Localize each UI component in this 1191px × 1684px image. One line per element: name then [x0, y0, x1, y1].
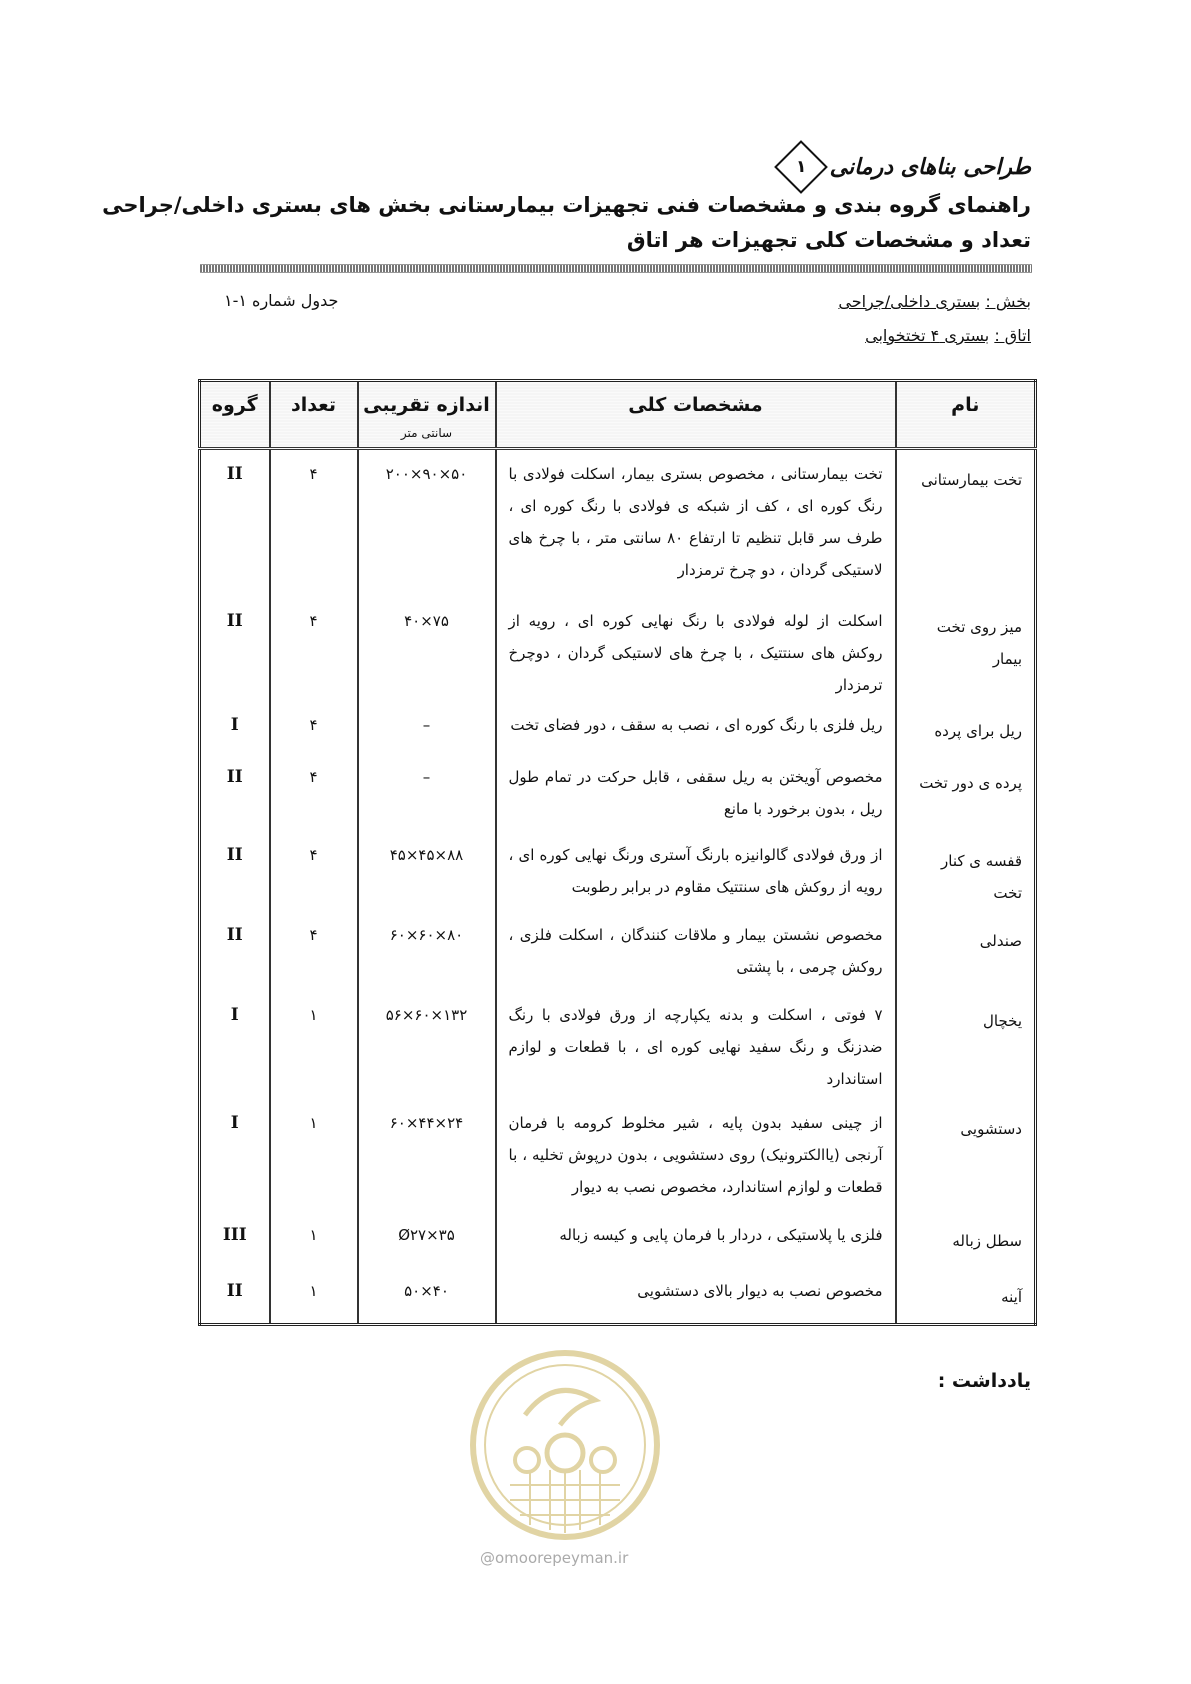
table-row [200, 449, 1036, 597]
room-line [865, 326, 1031, 345]
item-qty: ۴ [270, 449, 358, 597]
watermark-url: @omoorepeyman.ir [480, 1549, 629, 1567]
item-group: II [200, 449, 270, 597]
item-size: ۵۰×۴۰ [358, 1267, 496, 1325]
watermark-logo [465, 1345, 665, 1545]
notes-label: یادداشت : [937, 1370, 1031, 1392]
item-group: III [200, 1211, 270, 1267]
item-name: سطل زباله [896, 1211, 1036, 1267]
item-qty: ۴ [270, 831, 358, 911]
page-subtitle: تعداد و مشخصات کلی تجهیزات هر اتاق [626, 228, 1031, 252]
item-group: II [200, 597, 270, 701]
item-size: ۵۶×۶۰×۱۳۲ [358, 991, 496, 1099]
item-name: تخت بیمارستانی [896, 449, 1036, 597]
item-specs: مخصوص نصب به دیوار بالای دستشویی [496, 1267, 896, 1325]
item-group: I [200, 1099, 270, 1211]
header-group: گروه [200, 381, 270, 449]
item-name: ریل برای پرده [896, 701, 1036, 753]
item-size: ۴۰×۷۵ [358, 597, 496, 701]
item-name: صندلی [896, 911, 1036, 991]
series-title [782, 148, 1031, 186]
room-label: اتاق : [994, 326, 1031, 345]
item-specs: مخصوص نشستن بیمار و ملاقات کنندگان ، اسکلت فلزی ، روکش چرمی ، با پشتی [496, 911, 896, 991]
header-name: نام [896, 381, 1036, 449]
item-specs: اسکلت از لوله فولادی با رنگ نهایی کوره ای ، رویه از روکش های سنتتیک ، با چرخ های لاستیکی گردان ، دوچرخ ترمزدار [496, 597, 896, 701]
series-title-text: طراحی بناهای درمانی [829, 154, 1031, 180]
table-row [200, 597, 1036, 701]
table-row [200, 911, 1036, 991]
equipment-table-wrapper [198, 379, 1034, 1349]
item-qty: ۱ [270, 991, 358, 1099]
item-group: I [200, 701, 270, 753]
table-row [200, 831, 1036, 911]
header-size-label: اندازه تقریبی [363, 394, 490, 416]
item-name: یخچال [896, 991, 1036, 1099]
item-specs: تخت بیمارستانی ، مخصوص بستری بیمار، اسکلت فولادی با رنگ کوره ای ، کف از شبکه ی فولادی با رنگ کوره ای ، طرف سر قابل تنظیم تا ارتفاع ۸۰ سانتی متر ، با چرخ های لاستیکی گردان ، دو چرخ ترمزدار [496, 449, 896, 597]
item-size: – [358, 701, 496, 753]
item-specs: از چینی سفید بدون پایه ، شیر مخلوط کرومه با فرمان آرنجی (یاالکترونیک) روی دستشویی ، بدون درپوش تخلیه ، با قطعات و لوازم استاندارد، مخصوص نصب به دیوار [496, 1099, 896, 1211]
item-qty: ۴ [270, 701, 358, 753]
section-line [838, 292, 1031, 311]
table-row [200, 1211, 1036, 1267]
header-qty: تعداد [270, 381, 358, 449]
item-qty: ۴ [270, 597, 358, 701]
item-name: آینه [896, 1267, 1036, 1325]
item-specs: فلزی یا پلاستیکی ، دردار با فرمان پایی و کیسه زباله [496, 1211, 896, 1267]
item-specs: از ورق فولادی گالوانیزه بارنگ آستری ورنگ نهایی کوره ای ، رویه از روکش های سنتتیک مقاوم در برابر رطوبت [496, 831, 896, 911]
item-size: ۶۰×۴۴×۲۴ [358, 1099, 496, 1211]
item-size: ۴۵×۴۵×۸۸ [358, 831, 496, 911]
item-specs: ریل فلزی با رنگ کوره ای ، نصب به سقف ، دور فضای تخت [496, 701, 896, 753]
equipment-table [198, 379, 1037, 1326]
header-size [358, 381, 496, 449]
section-value: بستری داخلی/جراحی [838, 292, 981, 311]
section-label: بخش : [985, 292, 1031, 311]
item-qty: ۱ [270, 1267, 358, 1325]
item-name: میز روی تخت بیمار [896, 597, 1036, 701]
item-group: II [200, 1267, 270, 1325]
item-qty: ۱ [270, 1211, 358, 1267]
item-qty: ۴ [270, 753, 358, 831]
table-row [200, 753, 1036, 831]
room-value: بستری ۴ تختخوابی [865, 326, 990, 345]
series-number-badge [774, 140, 828, 194]
item-specs: ۷ فوتی ، اسکلت و بدنه یکپارچه از ورق فولادی با رنگ ضدزنگ و رنگ سفید نهایی کوره ای ، با قطعات و لوازم استاندارد [496, 991, 896, 1099]
table-header-row [200, 381, 1036, 449]
item-group: II [200, 753, 270, 831]
item-name: قفسه ی کنار تخت [896, 831, 1036, 911]
item-qty: ۴ [270, 911, 358, 991]
header-size-unit: سانتی متر [400, 426, 453, 440]
table-row [200, 701, 1036, 753]
table-row [200, 991, 1036, 1099]
item-specs: مخصوص آویختن به ریل سقفی ، قابل حرکت در تمام طول ریل ، بدون برخورد با مانع [496, 753, 896, 831]
item-qty: ۱ [270, 1099, 358, 1211]
item-size: – [358, 753, 496, 831]
table-row [200, 1099, 1036, 1211]
item-name: پرده ی دور تخت [896, 753, 1036, 831]
item-size: ۲۰۰×۹۰×۵۰ [358, 449, 496, 597]
header-divider [200, 264, 1032, 273]
series-number: ۱ [795, 157, 806, 178]
item-name: دستشویی [896, 1099, 1036, 1211]
item-group: II [200, 911, 270, 991]
item-size: ۶۰×۶۰×۸۰ [358, 911, 496, 991]
item-group: I [200, 991, 270, 1099]
item-group: II [200, 831, 270, 911]
table-row [200, 1267, 1036, 1325]
page-title: راهنمای گروه بندی و مشخصات فنی تجهیزات بیمارستانی بخش های بستری داخلی/جراحی [102, 193, 1031, 217]
table-number: جدول شماره ۱-۱ [224, 291, 339, 310]
header-specs: مشخصات کلی [496, 381, 896, 449]
item-size: Ø۲۷×۳۵ [358, 1211, 496, 1267]
